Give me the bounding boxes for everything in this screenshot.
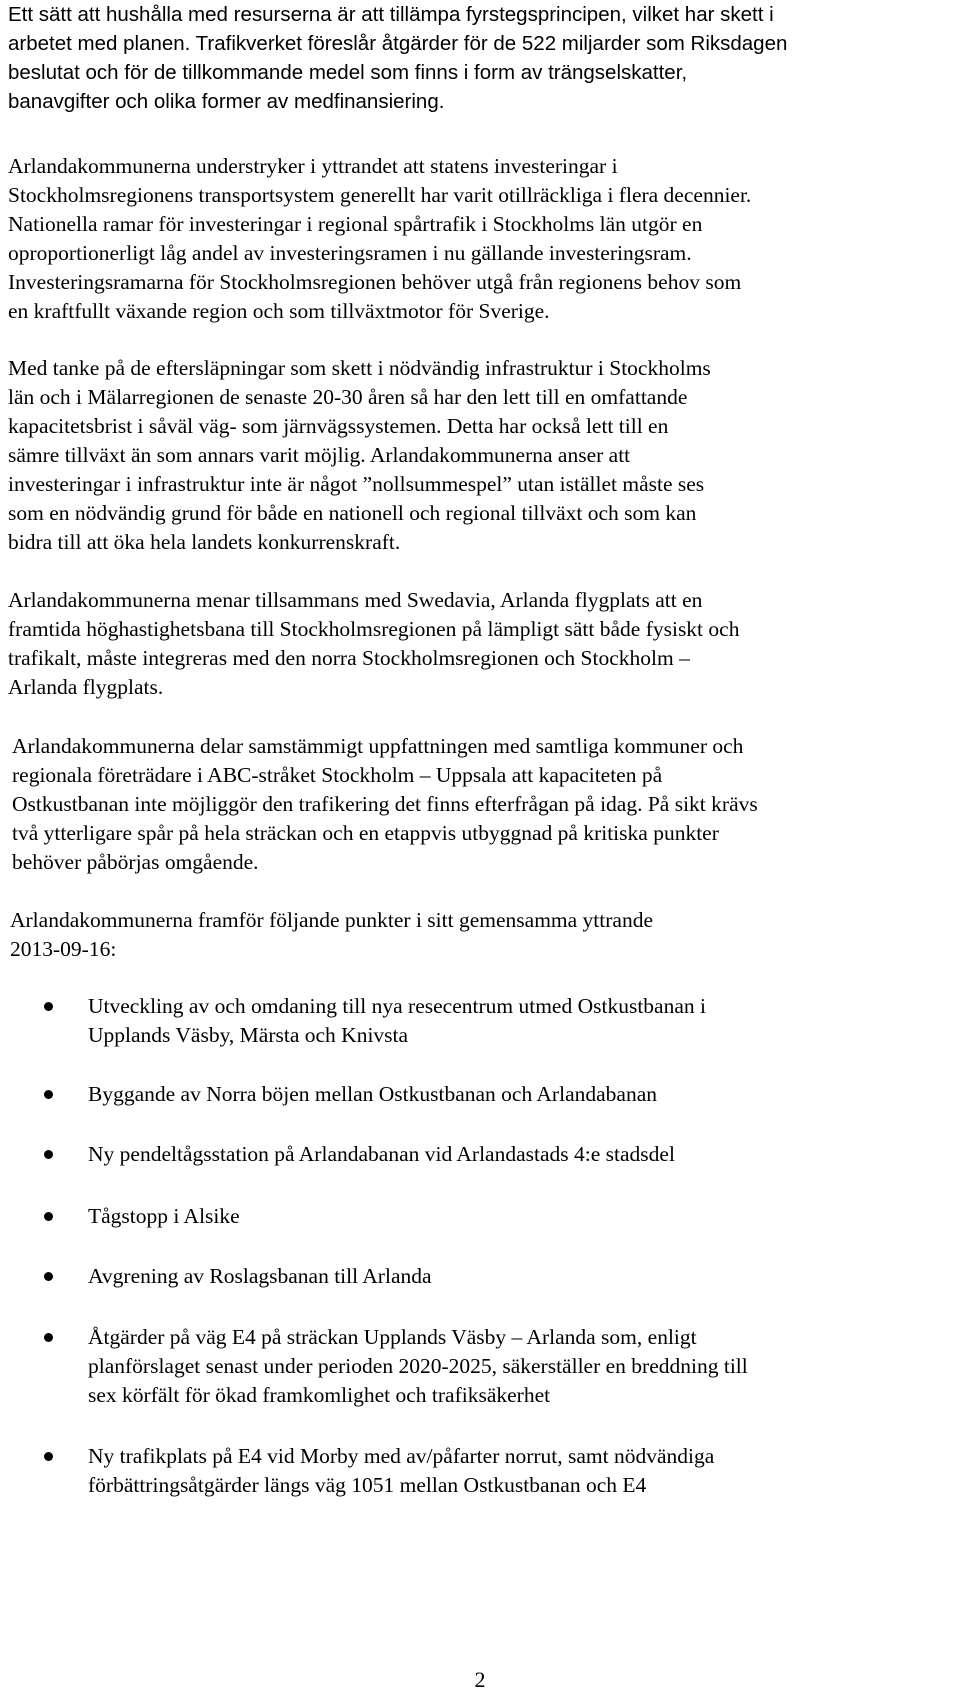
bullet-icon [44,1212,53,1221]
page-number: 2 [474,1667,486,1692]
list-item-text: Byggande av Norra böjen mellan Ostkustbanan och Arlandabanan [88,1082,657,1106]
list-item-text: Tågstopp i Alsike [88,1204,240,1228]
bullet-icon [44,1150,53,1159]
paragraph-ostkustbanan-capacity: Arlandakommunerna delar samstämmigt uppfattningen med samtliga kommuner och regionala företrädare i ABC-stråket Stockholm – Uppsala att kapaciteten på Ostkustbanan inte möjliggör den trafikering det finns efterfrågan på idag. På sikt krävs två ytterligare spår på hela sträckan och en etappvis utbyggnad på kritiska punkter behöver påbörjas omgående. [12,734,758,874]
bullet-icon [44,1272,53,1281]
paragraph-resource-management: Ett sätt att hushålla med resurserna är att tillämpa fyrstegsprincipen, vilket har skett i arbetet med planen. Trafikverket föreslår åtgärder för de 522 miljarder som Riksdagen beslutat och för de tillkommande medel som finns i form av trängselskatter, banavgifter och olika former av medfinansiering. [8,3,788,113]
paragraph-points-intro: Arlandakommunerna framför följande punkter i sitt gemensamma yttrande 2013-09-16: [10,908,653,961]
bullet-icon [44,1090,53,1099]
list-item-text: Åtgärder på väg E4 på sträckan Upplands Väsby – Arlanda som, enligt planförslaget senast under perioden 2020-2025, säkerställer en breddning till sex körfält för ökad framkomlighet och trafiksäkerhet [88,1325,748,1407]
list-item-text: Ny trafikplats på E4 vid Morby med av/påfarter norrut, samt nödvändiga förbättringsåtgärder längs väg 1051 mellan Ostkustbanan och E4 [88,1444,715,1497]
list-item-text: Avgrening av Roslagsbanan till Arlanda [88,1264,432,1288]
bullet-icon [44,1452,53,1461]
bullet-icon [44,1333,53,1342]
list-item-text: Utveckling av och omdaning till nya resecentrum utmed Ostkustbanan i Upplands Väsby, Märsta och Knivsta [88,994,706,1047]
paragraph-infrastructure-lag: Med tanke på de eftersläpningar som skett i nödvändig infrastruktur i Stockholms län och i Mälarregionen de senaste 20-30 åren så har den lett till en omfattande kapacitetsbrist i såväl väg- som järnvägssystemen. Detta har också lett till en sämre tillväxt än som annars varit möjlig. Arlandakommunerna anser att investeringar i infrastruktur inte är något ”nollsummespel” utan istället måste ses som en nödvändig grund för både en nationell och regional tillväxt och som kan bidra till att öka hela landets konkurrenskraft. [8,356,711,554]
paragraph-state-investments: Arlandakommunerna understryker i yttrandet att statens investeringar i Stockholmsregionens transportsystem generellt har varit otillräckliga i flera decennier. Nationella ramar för investeringar i regional spårtrafik i Stockholms län utgör en oproportionerligt låg andel av investeringsramen i nu gällande investeringsram. Investeringsramarna för Stockholmsregionen behöver utgå från regionens behov som en kraftfullt växande region och som tillväxtmotor för Sverige. [8,154,752,323]
paragraph-high-speed-rail: Arlandakommunerna menar tillsammans med Swedavia, Arlanda flygplats att en framtida höghastighetsbana till Stockholmsregionen på lämpligt sätt både fysiskt och trafikalt, måste integreras med den norra Stockholmsregionen och Stockholm – Arlanda flygplats. [8,588,740,699]
list-item-text: Ny pendeltågsstation på Arlandabanan vid Arlandastads 4:e stadsdel [88,1142,675,1166]
bullet-icon [44,1002,53,1011]
